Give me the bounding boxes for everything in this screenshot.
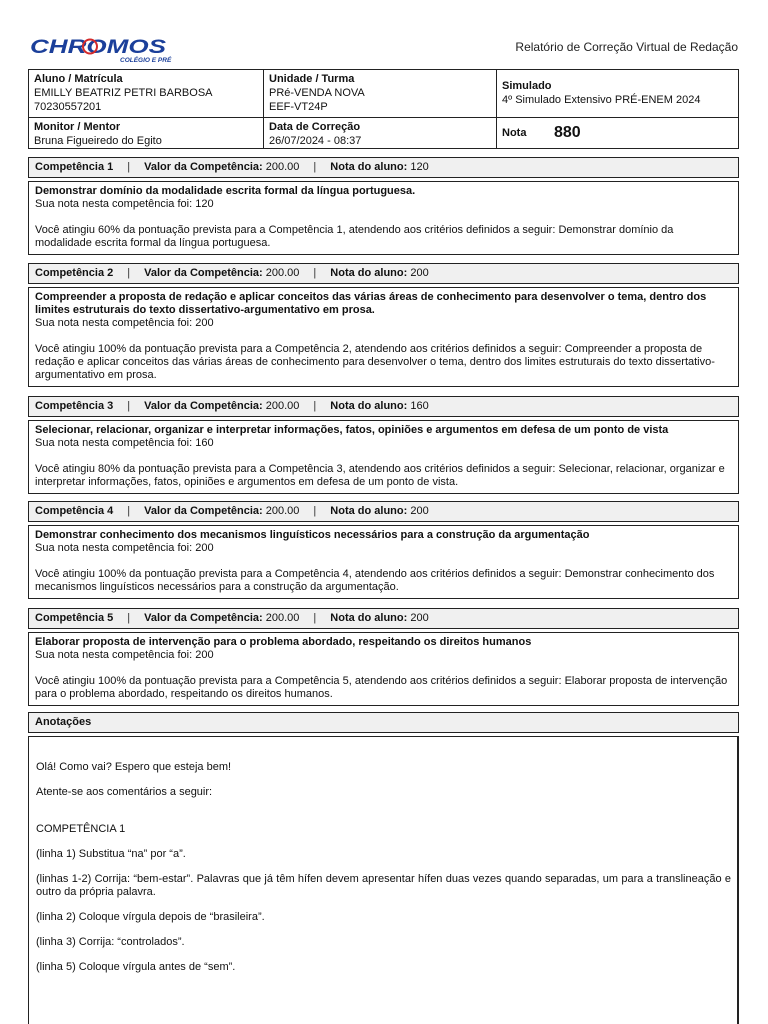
competencia-header-bar xyxy=(28,608,739,629)
competencia-nota-texto: Sua nota nesta competência foi: 120 xyxy=(35,198,214,210)
separator: | xyxy=(313,612,317,624)
competencia-header-bar xyxy=(28,501,739,522)
nota-aluno-label: Nota do aluno: xyxy=(330,267,408,279)
competencia-5-section xyxy=(28,608,739,706)
competencia-3-section xyxy=(28,396,739,494)
competencia-heading: Demonstrar conhecimento dos mecanismos linguísticos necessários para a construção da argumentação xyxy=(35,529,590,541)
nota-aluno-label: Nota do aluno: xyxy=(330,161,408,173)
anotacao-line: Atente-se aos comentários a seguir: xyxy=(36,786,213,798)
separator: | xyxy=(127,400,131,412)
competencia-descricao: Você atingiu 100% da pontuação prevista para a Competência 2, atendendo aos critérios definidos a seguir: Compreender a proposta de redação e aplicar conceitos das várias áreas de conhecimento para desenvolver o tema, dentro dos limites estruturais do texto dissertativo-argumentativo em prosa. xyxy=(35,343,715,381)
anotacao-line: Olá! Como vai? Espero que esteja bem! xyxy=(36,761,232,773)
competencia-nota-texto: Sua nota nesta competência foi: 200 xyxy=(35,317,214,329)
competencia-body xyxy=(28,181,739,255)
valor-label: Valor da Competência: xyxy=(144,505,263,517)
nota-aluno-label: Nota do aluno: xyxy=(330,505,408,517)
competencia-header-bar xyxy=(28,396,739,417)
anotacao-line: (linha 2) Coloque vírgula depois de “brasileira”. xyxy=(36,911,265,923)
valor-label: Valor da Competência: xyxy=(144,400,263,412)
nota-aluno-value: 200 xyxy=(410,505,429,517)
anotacao-line: (linhas 1-2) Corrija: “bem-estar”. Palavras que já têm hífen devem apresentar hífen duas vezes quando separadas, um para a translineação e outro da própria palavra. xyxy=(36,873,731,898)
report-title: Relatório de Correção Virtual de Redação xyxy=(515,40,738,54)
nota-cell xyxy=(497,118,738,148)
competencia-descricao: Você atingiu 100% da pontuação prevista para a Competência 5, atendendo aos critérios definidos a seguir: Elaborar proposta de intervenção para o problema abordado, respeitando os direitos humanos. xyxy=(35,675,728,700)
logo-text: CHROMOS xyxy=(30,37,167,58)
separator: | xyxy=(313,161,317,173)
separator: | xyxy=(127,161,131,173)
competencia-title: Competência 5 xyxy=(35,612,114,624)
valor-value: 200.00 xyxy=(265,267,300,279)
page-header xyxy=(28,36,740,64)
valor-label: Valor da Competência: xyxy=(144,612,263,624)
anotacao-line: COMPETÊNCIA 1 xyxy=(36,823,126,835)
separator: | xyxy=(127,267,131,279)
anotacao-line: (linha 1) Substitua “na” por “a”. xyxy=(36,848,186,860)
simulado-cell xyxy=(497,70,738,117)
anotacao-line: (linha 3) Corrija: “controlados”. xyxy=(36,936,185,948)
valor-value: 200.00 xyxy=(265,161,300,173)
data-value: 26/07/2024 - 08:37 xyxy=(269,135,362,147)
competencia-2-section xyxy=(28,263,739,387)
student-info-table xyxy=(28,69,739,149)
turma-value: EEF-VT24P xyxy=(269,101,328,113)
competencia-descricao: Você atingiu 80% da pontuação prevista para a Competência 3, atendendo aos critérios definidos a seguir: Selecionar, relacionar, organizar e interpretar informações, fatos, opiniões e argumentos em defesa de um ponto de vista. xyxy=(35,463,725,488)
competencia-body xyxy=(28,420,739,494)
valor-label: Valor da Competência: xyxy=(144,161,263,173)
competencia-nota-texto: Sua nota nesta competência foi: 200 xyxy=(35,542,214,554)
competencia-descricao: Você atingiu 100% da pontuação prevista para a Competência 4, atendendo aos critérios definidos a seguir: Demonstrar conhecimento dos mecanismos linguísticos necessários para a construção da argumentação. xyxy=(35,568,715,593)
nota-label: Nota xyxy=(502,127,527,139)
competencia-nota-texto: Sua nota nesta competência foi: 160 xyxy=(35,437,214,449)
competencia-title: Competência 4 xyxy=(35,505,114,517)
data-cell xyxy=(264,118,497,148)
competencia-body xyxy=(28,632,739,706)
competencia-heading: Demonstrar domínio da modalidade escrita formal da língua portuguesa. xyxy=(35,185,416,197)
monitor-label: Monitor / Mentor xyxy=(34,121,121,133)
competencia-heading: Elaborar proposta de intervenção para o problema abordado, respeitando os direitos humanos xyxy=(35,636,532,648)
monitor-value: Bruna Figueiredo do Egito xyxy=(34,135,162,147)
competencia-body xyxy=(28,287,739,387)
separator: | xyxy=(313,505,317,517)
competencia-1-section xyxy=(28,157,739,255)
nota-aluno-value: 200 xyxy=(410,267,429,279)
valor-label: Valor da Competência: xyxy=(144,267,263,279)
nota-aluno-label: Nota do aluno: xyxy=(330,400,408,412)
competencia-title: Competência 2 xyxy=(35,267,114,279)
valor-value: 200.00 xyxy=(265,505,300,517)
valor-value: 200.00 xyxy=(265,612,300,624)
chromos-logo xyxy=(28,36,173,64)
simulado-label: Simulado xyxy=(502,80,552,92)
anotacoes-header: Anotações xyxy=(28,712,739,733)
anotacao-line: (linha 5) Coloque vírgula antes de “sem”. xyxy=(36,961,236,973)
nota-aluno-value: 200 xyxy=(410,612,429,624)
unidade-cell xyxy=(264,70,497,117)
competencia-4-section xyxy=(28,501,739,599)
info-row xyxy=(29,70,738,117)
aluno-label: Aluno / Matrícula xyxy=(34,73,123,85)
separator: | xyxy=(127,505,131,517)
competencia-descricao: Você atingiu 60% da pontuação prevista para a Competência 1, atendendo aos critérios definidos a seguir: Demonstrar domínio da modalidade escrita formal da língua portuguesa. xyxy=(35,224,674,249)
logo-subtext: COLÉGIO E PRÉ xyxy=(120,57,172,64)
competencia-title: Competência 3 xyxy=(35,400,114,412)
competencia-header-bar xyxy=(28,157,739,178)
separator: | xyxy=(313,400,317,412)
valor-value: 200.00 xyxy=(265,400,300,412)
aluno-nome: EMILLY BEATRIZ PETRI BARBOSA xyxy=(34,87,213,99)
aluno-cell xyxy=(29,70,264,117)
competencia-heading: Selecionar, relacionar, organizar e interpretar informações, fatos, opiniões e argumentos em defesa de um ponto de vista xyxy=(35,424,669,436)
simulado-value: 4º Simulado Extensivo PRÉ-ENEM 2024 xyxy=(502,94,701,106)
separator: | xyxy=(127,612,131,624)
anotacoes-body xyxy=(28,736,739,1024)
data-label: Data de Correção xyxy=(269,121,361,133)
nota-aluno-value: 160 xyxy=(410,400,429,412)
unidade-label: Unidade / Turma xyxy=(269,73,355,85)
competencia-heading: Compreender a proposta de redação e aplicar conceitos das várias áreas de conhecimento para desenvolver o tema, dentro dos limites estruturais do texto dissertativo-argumentativo em prosa. xyxy=(35,291,707,316)
unidade-value: PRé-VENDA NOVA xyxy=(269,87,365,99)
aluno-matricula: 70230557201 xyxy=(34,101,102,113)
competencia-header-bar xyxy=(28,263,739,284)
nota-aluno-label: Nota do aluno: xyxy=(330,612,408,624)
competencia-body xyxy=(28,525,739,599)
nota-aluno-value: 120 xyxy=(410,161,429,173)
nota-value: 880 xyxy=(554,124,581,141)
competencia-title: Competência 1 xyxy=(35,161,114,173)
monitor-cell xyxy=(29,118,264,148)
separator: | xyxy=(313,267,317,279)
competencia-nota-texto: Sua nota nesta competência foi: 200 xyxy=(35,649,214,661)
info-row xyxy=(29,117,738,148)
